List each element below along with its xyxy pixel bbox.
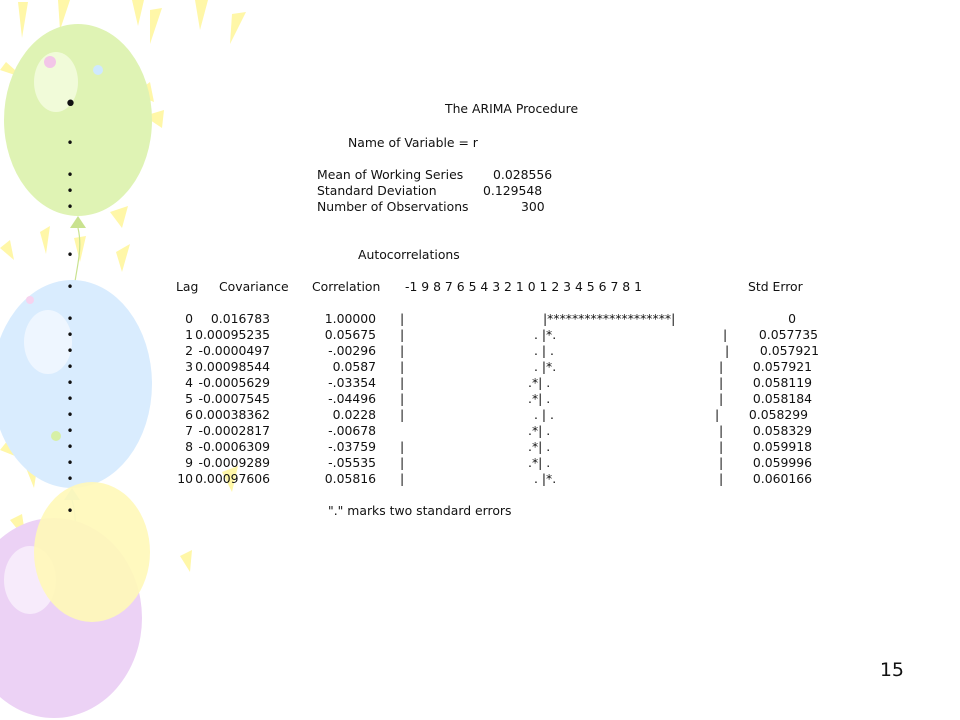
bullet: • [66,328,74,342]
bullet: • [66,440,74,454]
bullet: • [66,360,74,374]
header-scale: -1 9 8 7 6 5 4 3 2 1 0 1 2 3 4 5 6 7 8 1 [405,279,642,294]
footnote-line [0,502,960,520]
covariance-cell: 0.00038362 [195,407,270,422]
plot-right-border: | [715,407,720,422]
std-error-cell: 0.058329 [752,423,812,438]
plot-left-border: | [400,375,405,390]
std-error-cell: 0.058119 [752,375,812,390]
title-line [0,92,960,118]
stat-value: 0.129548 [483,183,543,198]
table-row [0,470,960,488]
correlation-cell: -.03354 [328,375,376,390]
correlation-cell: -.03759 [328,439,376,454]
variable-line [0,134,960,152]
slide-title: The ARIMA Procedure [445,101,579,116]
column-header-row [0,278,960,296]
lag-cell: 1 [185,327,193,342]
plot-bar-cell: .*| . [528,391,551,406]
bullet: • [66,424,74,438]
plot-right-border: | [719,359,724,374]
plot-left-border: | [400,327,405,342]
plot-left-border: | [400,359,405,374]
covariance-cell: 0.00098544 [195,359,270,374]
plot-left-border: | [400,439,405,454]
covariance-cell: -0.0002817 [198,423,270,438]
correlation-cell: 0.05816 [324,471,376,486]
lag-cell: 0 [185,311,193,326]
bullet: • [66,248,74,262]
plot-left-border: | [400,471,405,486]
correlation-cell: 0.05675 [324,327,376,342]
header-lag: Lag [176,279,199,294]
covariance-cell: -0.0007545 [198,391,270,406]
plot-right-border: | [719,423,724,438]
lag-cell: 6 [185,407,193,422]
page-number: 15 [879,659,904,681]
plot-bar-cell: |********************| [543,311,676,326]
footnote-text: "." marks two standard errors [328,503,512,518]
std-error-cell: 0.057921 [752,359,812,374]
std-error-cell: 0.058299 [748,407,808,422]
plot-right-border: | [719,455,724,470]
lag-cell: 10 [177,471,193,486]
bullet: • [66,504,74,518]
header-correlation: Correlation [312,279,381,294]
plot-left-border: | [400,311,405,326]
std-error-cell: 0.057921 [759,343,819,358]
stat-value: 0.028556 [493,167,553,182]
plot-right-border: | [719,391,724,406]
bullet: • [66,136,74,150]
bullet: • [66,408,74,422]
section-title: Autocorrelations [358,247,460,262]
correlation-cell: -.05535 [328,455,376,470]
correlation-cell: 1.00000 [324,311,376,326]
correlation-cell: -.00678 [328,423,376,438]
section-title-line [0,246,960,264]
covariance-cell: -0.0006309 [198,439,270,454]
plot-bar-cell: .*| . [528,423,551,438]
lag-cell: 9 [185,455,193,470]
plot-left-border: | [400,343,405,358]
lag-cell: 4 [185,375,193,390]
std-error-cell: 0.060166 [752,471,812,486]
correlation-cell: -.00296 [328,343,376,358]
std-error-cell: 0.059996 [752,455,812,470]
plot-right-border: | [725,343,730,358]
plot-right-border: | [719,439,724,454]
covariance-cell: -0.0009289 [198,455,270,470]
header-std-error: Std Error [748,279,803,294]
plot-bar-cell: . |*. [534,359,557,374]
lag-cell: 2 [185,343,193,358]
stat-line [0,198,960,216]
plot-bar-cell: .*| . [528,375,551,390]
std-error-cell: 0 [788,311,796,326]
plot-bar-cell: . | . [534,407,554,422]
bullet: • [66,312,74,326]
correlation-cell: 0.0587 [332,359,376,374]
plot-left-border: | [400,391,405,406]
bullet: • [66,344,74,358]
bullet: • [64,92,77,117]
bullet: • [66,456,74,470]
plot-right-border: | [719,471,724,486]
stat-value: 300 [521,199,545,214]
plot-left-border: | [400,407,405,422]
bullet: • [66,200,74,214]
lag-cell: 7 [185,423,193,438]
std-error-cell: 0.059918 [752,439,812,454]
bullet: • [66,376,74,390]
covariance-cell: -0.0005629 [198,375,270,390]
std-error-cell: 0.058184 [752,391,812,406]
lag-cell: 8 [185,439,193,454]
plot-left-border: | [400,455,405,470]
plot-bar-cell: . |*. [534,327,557,342]
plot-right-border: | [723,327,728,342]
header-covariance: Covariance [219,279,289,294]
covariance-cell: 0.00095235 [195,327,270,342]
covariance-cell: 0.00097606 [195,471,270,486]
variable-name-text: Name of Variable = r [348,135,478,150]
lag-cell: 3 [185,359,193,374]
stat-label: Standard Deviation [317,183,437,198]
correlation-cell: 0.0228 [332,407,376,422]
lag-cell: 5 [185,391,193,406]
plot-bar-cell: .*| . [528,455,551,470]
plot-bar-cell: . |*. [534,471,557,486]
covariance-cell: -0.0000497 [198,343,270,358]
bullet: • [66,168,74,182]
bullet: • [66,280,74,294]
bullet: • [66,184,74,198]
stat-label: Number of Observations [317,199,469,214]
covariance-cell: 0.016783 [210,311,270,326]
plot-bar-cell: .*| . [528,439,551,454]
std-error-cell: 0.057735 [758,327,818,342]
plot-right-border: | [719,375,724,390]
plot-bar-cell: . | . [534,343,554,358]
correlation-cell: -.04496 [328,391,376,406]
bullet: • [66,392,74,406]
stat-label: Mean of Working Series [317,167,464,182]
bullet: • [66,472,74,486]
